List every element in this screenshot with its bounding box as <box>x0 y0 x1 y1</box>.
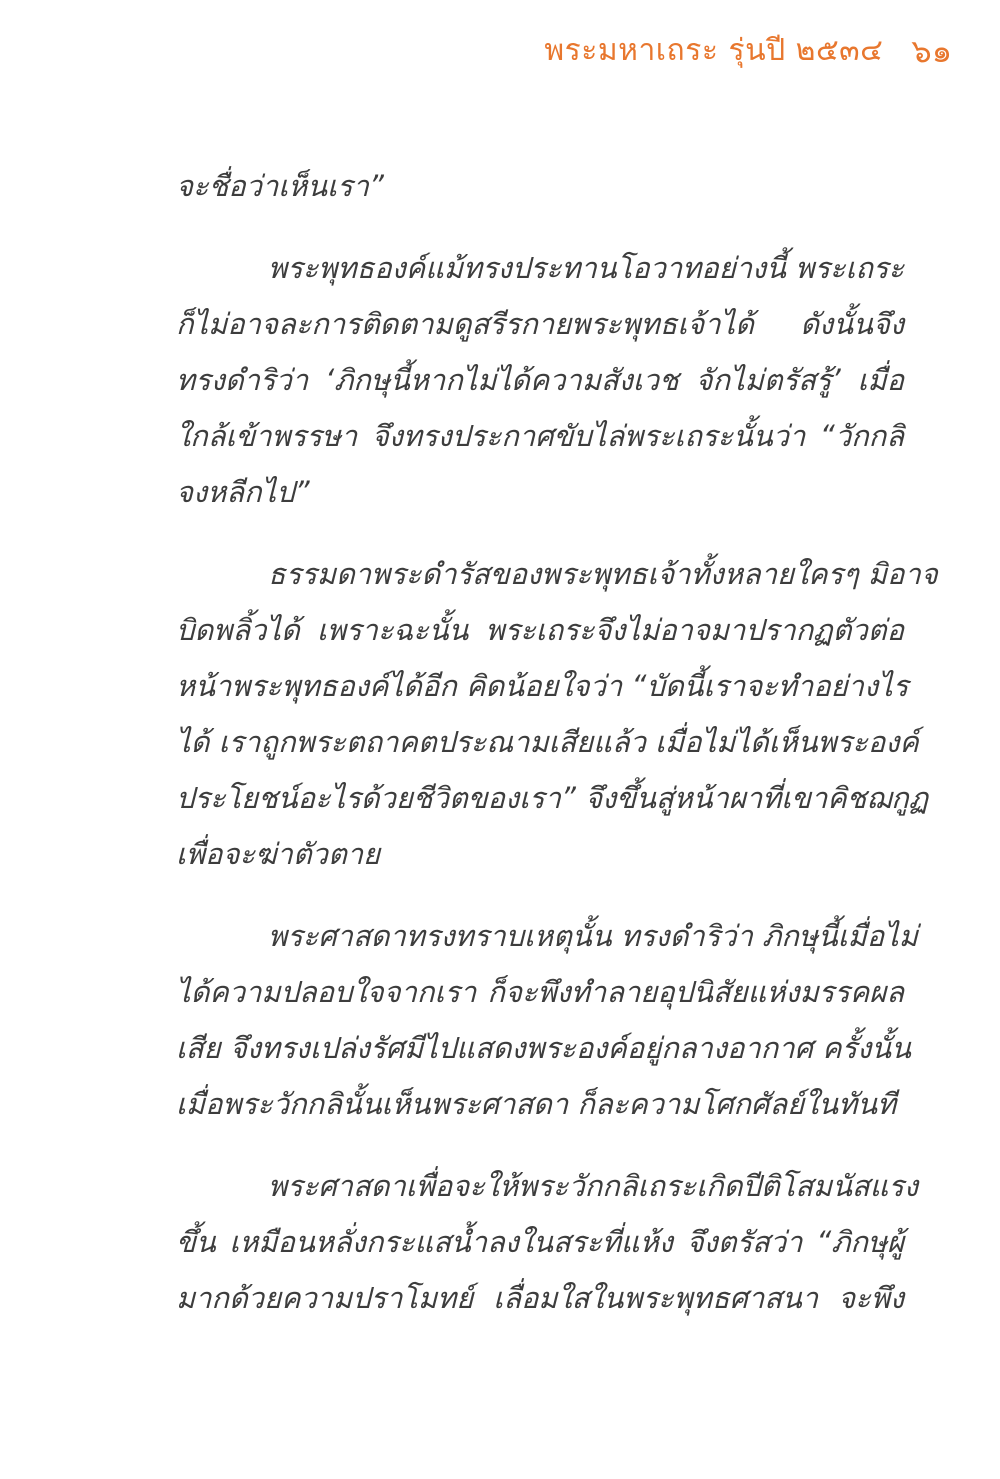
text-line: พระศาสดาทรงทราบเหตุนั้น ทรงดำริว่า ภิกษุนี้เมื่อไม่ <box>268 919 918 953</box>
text-line: บิดพลิ้วได้ เพราะฉะนั้น พระเถระจึงไม่อาจมาปรากฏตัวต่อ <box>176 613 904 647</box>
text-line: หน้าพระพุทธองค์ได้อีก คิดน้อยใจว่า “บัดนี้เราจะทำอย่างไร <box>176 669 909 703</box>
text-line: เพื่อจะฆ่าตัวตาย <box>176 837 381 871</box>
text-line: ทรงดำริว่า ‘ภิกษุนี้หากไม่ได้ความสังเวช จักไม่ตรัสรู้’ เมื่อ <box>176 363 904 397</box>
text-line: ธรรมดาพระดำรัสของพระพุทธเจ้าทั้งหลายใครๆ มิอาจ <box>268 557 938 591</box>
body-text <box>176 158 938 1326</box>
text-line: จงหลีกไป” <box>176 475 310 509</box>
text-line: ได้ เราถูกพระตถาคตประณามเสียแล้ว เมื่อไม่ได้เห็นพระองค์ <box>176 725 919 759</box>
text-line: มากด้วยความปราโมทย์ เลื่อมใสในพระพุทธศาสนา จะพึง <box>176 1281 904 1315</box>
text-line: ก็ไม่อาจละการติดตามดูสรีรกายพระพุทธเจ้าได้ ดังนั้นจึง <box>176 307 904 341</box>
text-line: ใกล้เข้าพรรษา จึงทรงประกาศขับไล่พระเถระนั้นว่า “วักกลิ <box>176 419 904 453</box>
running-header <box>544 24 952 78</box>
paragraph-1 <box>176 158 904 214</box>
text-line: พระพุทธองค์แม้ทรงประทานโอวาทอย่างนี้ พระเถระ <box>268 251 905 285</box>
text-line: ได้ความปลอบใจจากเรา ก็จะพึงทำลายอุปนิสัยแห่งมรรคผล <box>176 975 904 1009</box>
text-line: เสีย จึงทรงเปล่งรัศมีไปแสดงพระองค์อยู่กลางอากาศ ครั้งนั้น <box>176 1031 911 1065</box>
text-line: จะชื่อว่าเห็นเรา” <box>176 169 384 203</box>
paragraph-5 <box>176 1158 919 1326</box>
header-title: พระมหาเถระ รุ่นปี ๒๕๓๔ <box>544 33 884 68</box>
text-line: ขึ้น เหมือนหลั่งกระแสน้ำลงในสระที่แห้ง จึงตรัสว่า “ภิกษุผู้ <box>176 1225 904 1259</box>
paragraph-3 <box>176 546 938 882</box>
text-line: พระศาสดาเพื่อจะให้พระวักกลิเถระเกิดปีติโสมนัสแรง <box>268 1169 919 1203</box>
text-line: เมื่อพระวักกลินั้นเห็นพระศาสดา ก็ละความโศกศัลย์ในทันที <box>176 1087 897 1121</box>
paragraph-2 <box>176 240 904 520</box>
page-number: ๖๑ <box>911 32 952 70</box>
paragraph-4 <box>176 908 918 1132</box>
text-line: ประโยชน์อะไรด้วยชีวิตของเรา” จึงขึ้นสู่หน้าผาที่เขาคิชฌกูฏ <box>176 781 929 815</box>
